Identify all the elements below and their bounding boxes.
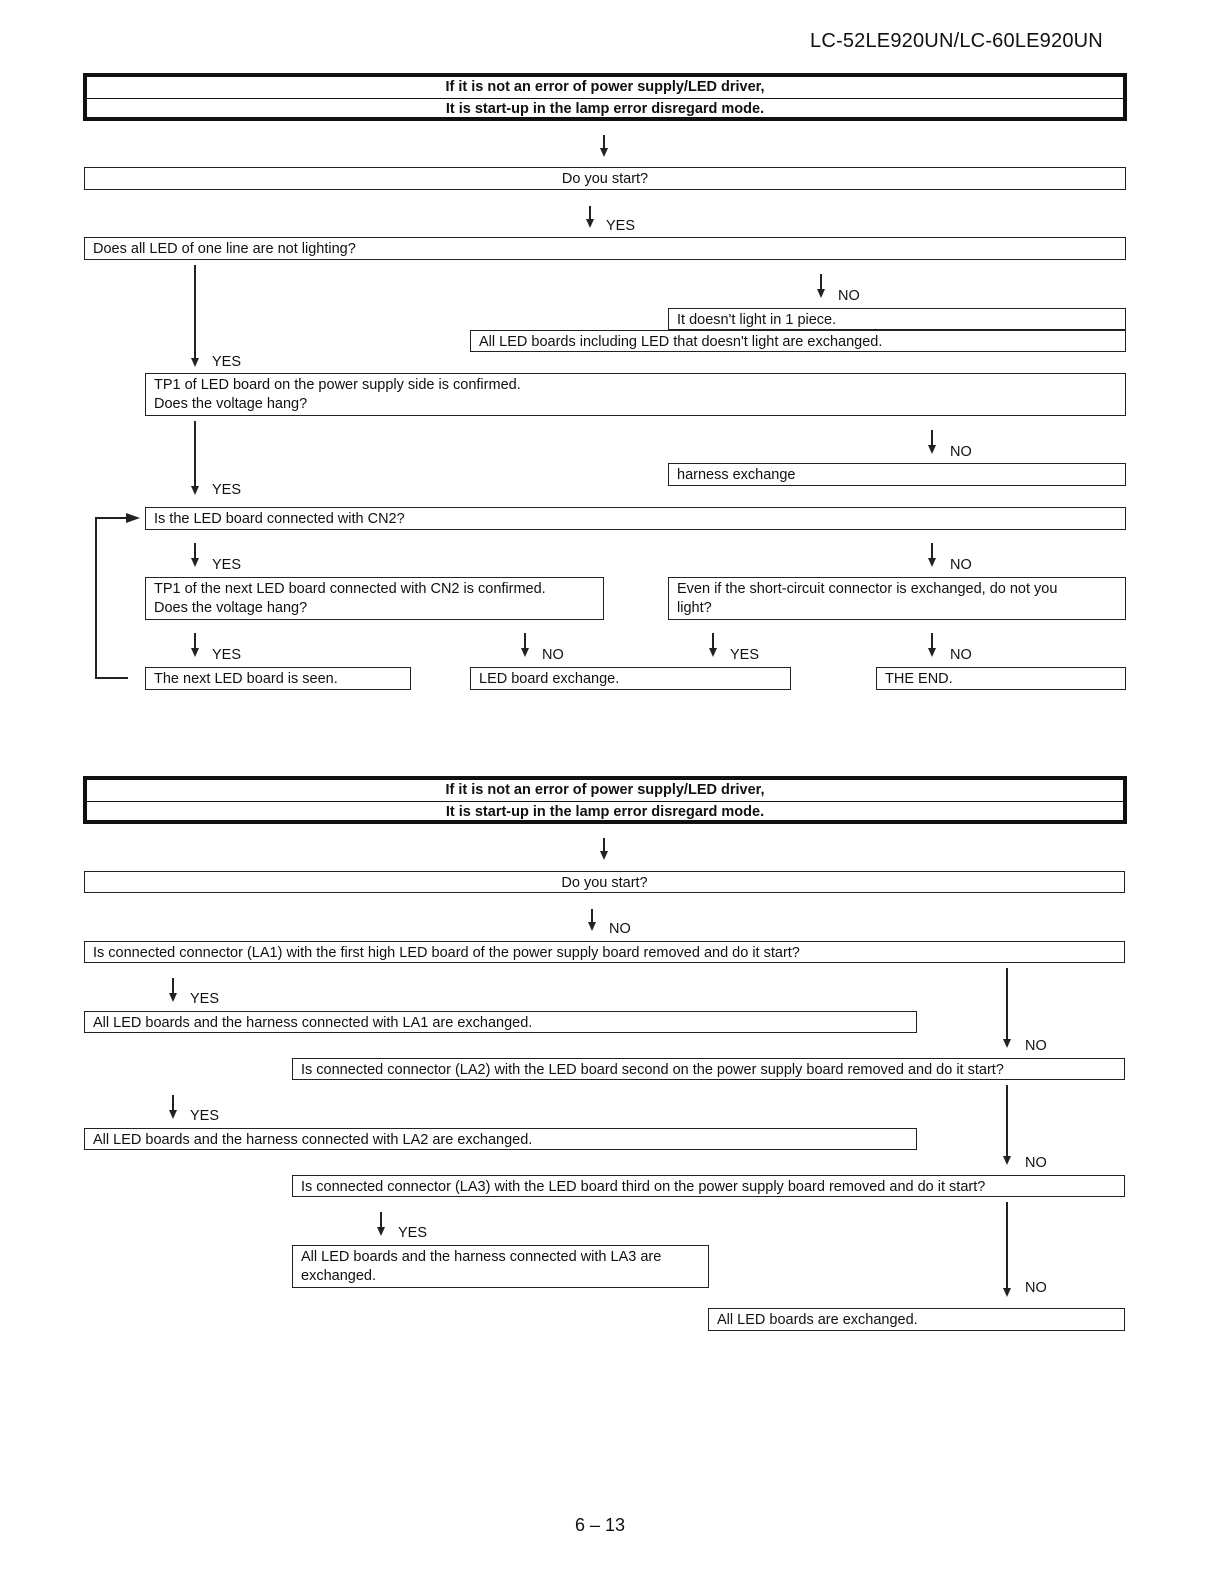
model-number: LC-52LE920UN/LC-60LE920UN (810, 30, 1103, 52)
page-number: 6 – 13 (575, 1515, 626, 1535)
no-label: NO (838, 288, 860, 304)
arrow-down-icon (928, 430, 936, 454)
arrow-down-icon (377, 1212, 385, 1236)
no-label: NO (609, 921, 631, 937)
flow1-title-line2: It is start-up in the lamp error disregard mode. (445, 101, 765, 117)
all-boards-exchanged-box: All LED boards including LED that doesn't light are exchanged. (470, 330, 1126, 352)
no-label: NO (950, 557, 972, 573)
harness-exchange-box: harness exchange (668, 463, 1126, 486)
flow2-title-line1: If it is not an error of power supply/LED driver, (87, 780, 1123, 802)
the-end-box: THE END. (876, 667, 1126, 690)
yes-label: YES (212, 647, 242, 663)
flow1-title-line1: If it is not an error of power supply/LED driver, (87, 77, 1123, 99)
no-label: NO (950, 647, 972, 663)
short-circuit-line1: Even if the short-circuit connector is exchanged, do not you (677, 581, 1058, 597)
arrow-down-icon (521, 633, 529, 657)
arrow-down-icon (588, 909, 596, 931)
arrow-right-icon (126, 513, 140, 523)
arrow-down-icon (169, 978, 177, 1002)
yes-label: YES (212, 482, 242, 498)
short-circuit-box (668, 577, 1126, 620)
yes-label: YES (212, 354, 242, 370)
yes-label: YES (190, 1108, 220, 1124)
loop-line-vertical (95, 517, 97, 677)
no-label: NO (1025, 1155, 1047, 1171)
la1-exchange-box: All LED boards and the harness connected with LA1 are exchanged. (84, 1011, 917, 1033)
arrow-down-icon (600, 838, 608, 860)
tp1-line2: Does the voltage hang? (154, 396, 308, 412)
flow1-line-question: Does all LED of one line are not lighting? (84, 237, 1126, 260)
no-label: NO (950, 444, 972, 460)
next-tp1-line2: Does the voltage hang? (154, 600, 308, 616)
next-board-seen-box: The next LED board is seen. (145, 667, 411, 690)
yes-label: YES (606, 218, 636, 234)
tp1-line1: TP1 of LED board on the power supply side is confirmed. (154, 377, 521, 393)
arrow-down-icon (709, 633, 717, 657)
no-label: NO (1025, 1280, 1047, 1296)
tp1-check-box (145, 373, 1126, 416)
flow2-title (83, 776, 1127, 824)
arrow-down-icon (191, 543, 199, 567)
next-tp1-box (145, 577, 604, 620)
short-circuit-line2: light? (677, 600, 712, 616)
flow2-start-question: Do you start? (84, 871, 1125, 893)
one-piece-box: It doesn't light in 1 piece. (668, 308, 1126, 330)
loop-line-bottom (95, 677, 128, 679)
arrow-down-icon (600, 135, 608, 157)
next-tp1-line1: TP1 of the next LED board connected with CN2 is confirmed. (154, 581, 546, 597)
yes-label: YES (190, 991, 220, 1007)
arrow-down-icon (191, 633, 199, 657)
arrow-down-icon (928, 543, 936, 567)
arrow-down-icon (928, 633, 936, 657)
loop-line-top (95, 517, 127, 519)
board-exchange-box: LED board exchange. (470, 667, 791, 690)
arrow-down-icon (1003, 968, 1011, 1048)
cn2-question-box: Is the LED board connected with CN2? (145, 507, 1126, 530)
flow2-title-line2: It is start-up in the lamp error disregard mode. (445, 804, 765, 820)
arrow-down-icon (191, 265, 199, 367)
arrow-down-icon (1003, 1202, 1011, 1297)
la1-question-box: Is connected connector (LA1) with the first high LED board of the power supply board removed and do it start? (84, 941, 1125, 963)
yes-label: YES (212, 557, 242, 573)
flow1-title (83, 73, 1127, 121)
flow1-start-question: Do you start? (84, 167, 1126, 190)
la3-exchange-box (292, 1245, 709, 1288)
arrow-down-icon (1003, 1085, 1011, 1165)
la2-question-box: Is connected connector (LA2) with the LED board second on the power supply board removed and do it start? (292, 1058, 1125, 1080)
all-exchanged-box: All LED boards are exchanged. (708, 1308, 1125, 1331)
la3-question-box: Is connected connector (LA3) with the LED board third on the power supply board removed and do it start? (292, 1175, 1125, 1197)
arrow-down-icon (191, 421, 199, 495)
no-label: NO (542, 647, 564, 663)
yes-label: YES (398, 1225, 428, 1241)
la3-ex-line2: exchanged. (301, 1268, 376, 1284)
la2-exchange-box: All LED boards and the harness connected with LA2 are exchanged. (84, 1128, 917, 1150)
yes-label: YES (730, 647, 760, 663)
arrow-down-icon (817, 274, 825, 298)
arrow-down-icon (586, 206, 594, 228)
no-label: NO (1025, 1038, 1047, 1054)
la3-ex-line1: All LED boards and the harness connected with LA3 are (301, 1249, 662, 1265)
arrow-down-icon (169, 1095, 177, 1119)
